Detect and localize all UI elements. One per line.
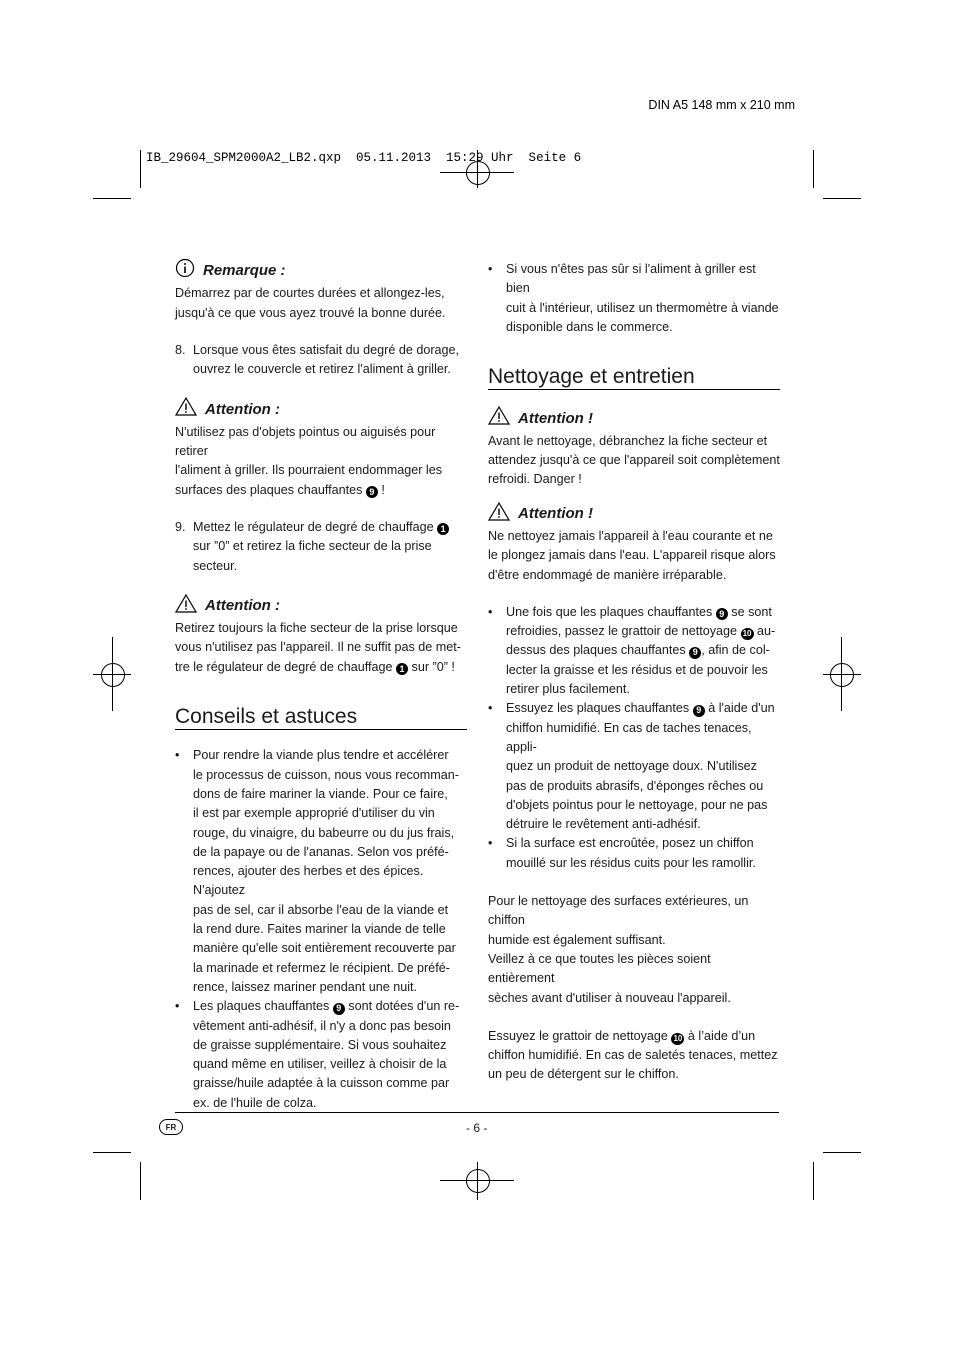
attention-line: tre le régulateur de degré de chauffage 1 sur ”0” ! (175, 659, 455, 674)
remarque-line: jusqu'à ce que vous ayez trouvé la bonne durée. (175, 305, 446, 320)
language-badge: FR (159, 1119, 183, 1135)
attention-block (175, 397, 467, 499)
crop-mark (823, 198, 861, 199)
attention-line: vous n'utilisez pas l'appareil. Il ne suffit pas de met- (175, 640, 461, 655)
list-line: vêtement anti-adhésif, il n'y a donc pas besoin (193, 1018, 451, 1033)
list-line: Si vous n'êtes pas sûr si l'aliment à griller est bien (506, 262, 756, 296)
list-item: • Essuyez les plaques chauffantes 9 à l'aide d'un chiffon humidifié. En cas de taches tenaces, appli- quez un produit de nettoyage doux. N'utilisez pas de produits abrasifs, d'éponges rêches ou d'objets pointus pour le nettoyage, pour ne pas détruire le revêtement anti-adhésif. (488, 699, 780, 834)
step-line: sur ”0” et retirez la fiche secteur de la prise (193, 539, 432, 554)
paragraph-line: sèches avant d'utiliser à nouveau l'appareil. (488, 990, 731, 1005)
attention-line: d'être endommagé de manière irréparable. (488, 567, 727, 582)
part-number-badge: 9 (333, 1003, 345, 1015)
paragraph-line: chiffon humidifié. En cas de saletés tenaces, mettez (488, 1048, 778, 1063)
list-line: de graisse supplémentaire. Si vous souhaitez (193, 1037, 447, 1052)
attention-line: Ne nettoyez jamais l'appareil à l'eau courante et ne (488, 528, 773, 543)
list-line: détruire le revêtement anti-adhésif. (506, 817, 701, 832)
part-number-badge: 9 (716, 608, 728, 620)
list-line: Si la surface est encroûtée, posez un chiffon (506, 836, 754, 851)
paragraph-line: Pour le nettoyage des surfaces extérieures, un chiffon (488, 894, 749, 928)
step-line: Lorsque vous êtes satisfait du degré de dorage, (193, 342, 460, 357)
step-line: secteur. (193, 558, 238, 573)
paragraph-line: Essuyez le grattoir de nettoyage 10 à l’aide d’un (488, 1028, 756, 1043)
warning-icon (488, 406, 510, 430)
attention-line: le plongez jamais dans l'eau. L'appareil risque alors (488, 548, 776, 563)
attention-block (488, 406, 780, 489)
warning-icon (488, 502, 510, 526)
part-number-badge: 10 (671, 1033, 684, 1045)
step-line: ouvrez le couvercle et retirez l'aliment à griller. (193, 362, 451, 377)
list-line: le processus de cuisson, nous vous recomman- (193, 767, 459, 782)
list-line: rences, ajouter des herbes et des épices. N'ajoutez (193, 864, 424, 898)
attention-line: Avant le nettoyage, débranchez la fiche secteur et (488, 433, 768, 448)
left-column (175, 258, 467, 1113)
crop-mark (140, 1162, 141, 1200)
list-line: lecter la graisse et les résidus et de pouvoir les (506, 662, 768, 677)
attention-block (175, 594, 467, 677)
page-format-label: DIN A5 148 mm x 210 mm (648, 98, 795, 112)
list-line: rence, laissez mariner pendant une nuit. (193, 979, 418, 994)
list-item: • Les plaques chauffantes 9 sont dotées d'un re- vêtement anti-adhésif, il n'y a donc pas besoin de graisse supplémentaire. Si vous souhaitez quand même en utiliser, veillez à choisir de la graisse/huile adaptée à la cuisson comme par ex. de l'huile de colza. (175, 997, 467, 1113)
part-number-badge: 1 (437, 523, 449, 535)
footer-rule (175, 1112, 779, 1113)
crop-mark (140, 150, 141, 188)
step-number: 9. (175, 519, 186, 534)
attention-title: Attention ! (518, 409, 593, 427)
list-line: Essuyez les plaques chauffantes 9 à l'aide d'un (506, 701, 775, 716)
paragraph-line: humide est également suffisant. (488, 932, 666, 947)
step-line: Mettez le régulateur de degré de chauffage 1 (193, 518, 449, 537)
attention-line: N'utilisez pas d'objets pointus ou aiguisés pour retirer (175, 424, 436, 459)
page-number: - 6 - (466, 1121, 488, 1135)
list-line: pas de sel, car il absorbe l'eau de la viande et (193, 902, 449, 917)
step-9 (175, 518, 467, 576)
crop-mark (93, 198, 131, 199)
warning-icon (175, 397, 197, 421)
list-line: ex. de l'huile de colza. (193, 1095, 317, 1110)
info-icon (175, 258, 195, 283)
list-line: pas de produits abrasifs, d'éponges rêches ou (506, 778, 764, 793)
list-line: d'objets pointus pour le nettoyage, pour ne pas (506, 797, 768, 812)
list-item: • Si la surface est encroûtée, posez un chiffon mouillé sur les résidus cuits pour les ramollir. (488, 834, 780, 873)
list-line: de la papaye ou de l'ananas. Selon vos préfé- (193, 844, 449, 859)
attention-title: Attention : (205, 597, 280, 615)
part-number-badge: 10 (741, 628, 754, 640)
list-line: la rend dure. Faites mariner la viande de telle (193, 922, 446, 937)
crop-mark (823, 1152, 861, 1153)
list-line: disponible dans le commerce. (506, 319, 673, 334)
remarque-title: Remarque : (203, 262, 286, 279)
paragraph-line: un peu de détergent sur le chiffon. (488, 1067, 679, 1082)
paragraph (488, 892, 780, 1008)
part-number-badge: 1 (396, 663, 408, 675)
attention-line: surfaces des plaques chauffantes 9 ! (175, 482, 385, 497)
list-line: Les plaques chauffantes 9 sont dotées d'un re- (193, 999, 460, 1014)
list-line: mouillé sur les résidus cuits pour les ramollir. (506, 855, 756, 870)
paragraph (488, 1027, 780, 1085)
list-line: dessus des plaques chauffantes 9 , afin de col- (506, 643, 770, 658)
part-number-badge: 9 (693, 705, 705, 717)
list-line: Une fois que les plaques chauffantes 9 se sont (506, 604, 772, 619)
list-line: refroidies, passez le grattoir de nettoyage 10 au- (506, 624, 776, 639)
crop-mark (93, 1152, 131, 1153)
crop-mark (813, 150, 814, 188)
list-line: quand même en utiliser, veillez à choisir de la (193, 1057, 447, 1072)
list-line: Pour rendre la viande plus tendre et accélérer (193, 748, 449, 763)
attention-line: l'aliment à griller. Ils pourraient endommager les (175, 463, 442, 478)
remarque-line: Démarrez par de courtes durées et allongez-les, (175, 286, 445, 301)
attention-title: Attention : (205, 400, 280, 418)
list-line: graisse/huile adaptée à la cuisson comme par (193, 1076, 450, 1091)
remarque-block (175, 258, 467, 323)
file-slug: IB_29604_SPM2000A2_LB2.qxp 05.11.2013 15:29 Uhr Seite 6 (146, 151, 582, 165)
list-line: cuit à l'intérieur, utilisez un thermomètre à viande (506, 300, 779, 315)
list-line: il est par exemple approprié d'utiliser du vin (193, 806, 435, 821)
warning-icon (175, 594, 197, 618)
part-number-badge: 9 (366, 486, 378, 498)
section-heading-nettoyage: Nettoyage et entretien (488, 367, 780, 390)
list-item: • Pour rendre la viande plus tendre et accélérer le processus de cuisson, nous vous recomman- dons de faire mariner la viande. Pour ce faire, il est par exemple approprié d'utiliser du vin rouge, du vinaigre, du babeurre ou du jus frais, de la papaye ou de l'ananas. Selon vos préfé- rences, ajouter des herbes et des épices. N'ajoutez pas de sel, car il absorbe l'eau de la viande et la rend dure. Faites mariner la viande de telle manière qu'elle soit entièrement recouverte par la marinade et refermez le récipient. De préfé- rence, laissez mariner pendant une nuit. (175, 746, 467, 997)
list-line: la marinade et refermez le récipient. De préfé- (193, 960, 450, 975)
attention-line: Retirez toujours la fiche secteur de la prise lorsque (175, 621, 458, 636)
step-8 (175, 341, 467, 380)
attention-line: refroidi. Danger ! (488, 472, 582, 487)
list-line: manière qu'elle soit entièrement recouverte par (193, 941, 456, 956)
attention-line: attendez jusqu'à ce que l'appareil soit complètement (488, 453, 780, 468)
list-line: quez un produit de nettoyage doux. N'utilisez (506, 759, 757, 774)
step-number: 8. (175, 342, 186, 357)
part-number-badge: 9 (689, 647, 701, 659)
section-heading-conseils: Conseils et astuces (175, 707, 467, 730)
list-item: • Une fois que les plaques chauffantes 9 se sont refroidies, passez le grattoir de nettoyage 10 au- dessus des plaques chauffantes 9 , afin de col- lecter la graisse et les résidus et de pouvoir les retirer plus facilement. (488, 603, 780, 699)
list-line: retirer plus facilement. (506, 682, 630, 697)
attention-title: Attention ! (518, 505, 593, 523)
list-line: rouge, du vinaigre, du babeurre ou du jus frais, (193, 825, 455, 840)
list-item: • Si vous n'êtes pas sûr si l'aliment à griller est bien cuit à l'intérieur, utilisez un thermomètre à viande disponible dans le commerce. (488, 260, 780, 337)
crop-mark (813, 1162, 814, 1200)
list-line: chiffon humidifié. En cas de taches tenaces, appli- (506, 720, 752, 754)
paragraph-line: Veillez à ce que toutes les pièces soient entièrement (488, 951, 711, 986)
attention-block (488, 502, 780, 585)
list-line: dons de faire mariner la viande. Pour ce faire, (193, 786, 448, 801)
right-column (488, 260, 780, 1085)
